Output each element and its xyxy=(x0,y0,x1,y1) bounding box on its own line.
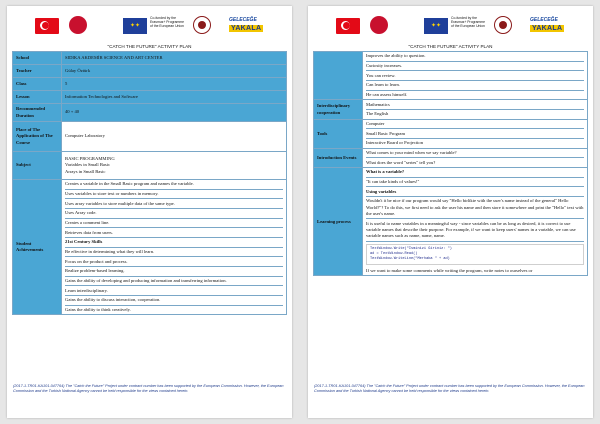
eu-flag-icon: ✦✦ xyxy=(424,18,448,34)
outcomes-list xyxy=(363,52,588,100)
intro-item: What comes to your mind when we say variable? xyxy=(366,149,584,159)
skill-item: Focus on the product and process. xyxy=(65,257,283,267)
header-logos xyxy=(308,10,593,40)
code-snippet xyxy=(366,244,584,265)
eu-flag-icon: ✦✦ xyxy=(123,18,147,34)
page-title: "CATCH THE FUTURE" ACTIVITY PLAN xyxy=(107,44,192,49)
duration-label: Recommended Duration xyxy=(13,104,62,122)
outcome-item: Can learn to learn. xyxy=(366,81,584,91)
outcome-item: Curiosity increases. xyxy=(366,62,584,72)
activity-plan-table xyxy=(12,51,287,315)
intro-label: Introduction Events xyxy=(314,148,363,167)
paragraph: Wouldn't it be nice if our program would say "Hello birlikte with the user's name instead of the general" Hello World?"? To do this, we first need to ask the user his name and then store it somewhere and print the "Hello" text with the user's name. xyxy=(366,197,584,219)
ministry-seal-icon xyxy=(69,16,87,34)
intro-item: What does the word "series" tell you? xyxy=(366,159,436,165)
project-logo: GELECEĞE YAKALA xyxy=(229,17,262,32)
intro-list xyxy=(363,148,588,167)
class-label: Class xyxy=(13,78,62,91)
interdisciplinary-item: The English xyxy=(366,111,389,117)
achievements-label: Student Achievements xyxy=(13,180,62,315)
subject-line: Variables in Small Basic xyxy=(65,162,111,168)
skill-item: Learn interdisciplinary. xyxy=(65,286,283,296)
subject-label: Subject xyxy=(13,152,62,180)
activity-plan-table-continued xyxy=(313,51,588,276)
ministry-seal-icon xyxy=(370,16,388,34)
lesson-label: Lesson xyxy=(13,91,62,104)
interdisciplinary-label: Interdisciplinary cooperation xyxy=(314,100,363,119)
document-page-left xyxy=(7,6,292,418)
lesson-value: Information Technologies and Software xyxy=(62,91,287,104)
skill-item: Gains the ability to think creatively. xyxy=(65,306,131,312)
skills-title: 21st Century Skills xyxy=(65,238,283,248)
outcome-item: Improves the ability to question. xyxy=(366,52,584,62)
eu-cofunded-text: Co-funded by the Erasmus+ Programme of the European Union xyxy=(451,16,486,28)
code-line: TextWindow.WriteLine("Merhaba " + ad) xyxy=(370,256,450,261)
skill-item: Realize problem-based learning. xyxy=(65,267,283,277)
tool-item: Interactive Board or Projection xyxy=(366,140,424,146)
footer-disclaimer: (2017-1-TR01-KA101-047764) The "Catch the Future" Project under contract number has been supported by the European Commission. However, the European Commission and the Turkish National Agency cannot be held responsible for the views contained herein. xyxy=(314,384,585,394)
achievement-item: Creates a comment line. xyxy=(65,219,283,229)
using-variables-heading: Using variables xyxy=(366,187,584,197)
paragraph: It is useful to name variables in a meaningful way - since variables can be as long as desired, it is correct to use variable names that describe their purpose. For example, if we want to keep users' names in a variable, we can use variable names such as name, name, name. xyxy=(366,219,584,241)
code-line: ad = TextWindow.Read() xyxy=(370,251,418,256)
outcome-item: You can review. xyxy=(366,71,584,81)
place-value: Computer Laboratory xyxy=(62,122,287,152)
learning-label: Learning process xyxy=(314,168,363,276)
school-value: SIDIKA AKDEMİR SCIENCE AND ART CENTER xyxy=(62,52,287,65)
document-page-right xyxy=(308,6,593,418)
outcome-item: He can assess himself. xyxy=(366,91,408,97)
school-label: School xyxy=(13,52,62,65)
paragraph: If we want to make some comments while writing the program, write notes to ourselves or xyxy=(366,267,533,273)
turkey-flag-icon xyxy=(35,18,59,34)
skill-item: Be effective in determining what they will learn. xyxy=(65,248,283,258)
teacher-value: Gülay Öztürk xyxy=(62,65,287,78)
page-title: "CATCH THE FUTURE" ACTIVITY PLAN xyxy=(408,44,493,49)
code-line: TextWindow.Write("İsminizi Giriniz: ") xyxy=(370,246,452,251)
footer-disclaimer: (2017-1-TR01-KA101-047764) The "Catch the Future" Project under contract number has been supported by the European Commission. However, the European Commission and the Turkish National Agency cannot be held responsible for the views contained herein. xyxy=(13,384,284,394)
duration-value: 40 + 40 xyxy=(62,104,287,122)
achievement-item: Uses variables to store text or numbers in memory. xyxy=(65,190,283,200)
q-variable: What is a variable? xyxy=(366,168,584,178)
subject-value xyxy=(62,152,287,180)
header-logos xyxy=(7,10,292,40)
project-logo: GELECEĞE YAKALA xyxy=(530,17,563,32)
achievement-item: Retrieves data from users. xyxy=(65,228,283,238)
school-seal-icon xyxy=(494,16,512,34)
tool-item: Computer xyxy=(366,120,584,130)
skill-item: Gains the ability of developing and producing information and transferring information. xyxy=(65,277,283,287)
eu-cofunded-text: Co-funded by the Erasmus+ Programme of the European Union xyxy=(150,16,185,28)
teacher-label: Teacher xyxy=(13,65,62,78)
q-variable-answer: "It can take kinds of values!" xyxy=(366,178,584,188)
tools-label: Tools xyxy=(314,119,363,148)
achievement-item: Uses Array code. xyxy=(65,209,283,219)
tool-item: Small Basic Program xyxy=(366,129,584,139)
turkey-flag-icon xyxy=(336,18,360,34)
class-value: 5 xyxy=(62,78,287,91)
achievement-item: Uses array variables to store multiple data of the same type. xyxy=(65,199,283,209)
place-label: Place of The Application of The Course xyxy=(13,122,62,152)
achievements-list xyxy=(62,180,287,315)
tools-list xyxy=(363,119,588,148)
learning-process xyxy=(363,168,588,276)
subject-line: BASIC PROGRAMMING xyxy=(65,156,115,162)
interdisciplinary-item: Mathematics xyxy=(366,100,584,110)
continued-label xyxy=(314,52,363,100)
school-seal-icon xyxy=(193,16,211,34)
skill-item: Gains the ability to discuss interaction, cooperation. xyxy=(65,296,283,306)
subject-line: Arrays in Small Basic xyxy=(65,168,106,174)
achievement-item: Creates a variable in the Small Basic program and names the variable. xyxy=(65,180,283,190)
interdisciplinary-list xyxy=(363,100,588,119)
